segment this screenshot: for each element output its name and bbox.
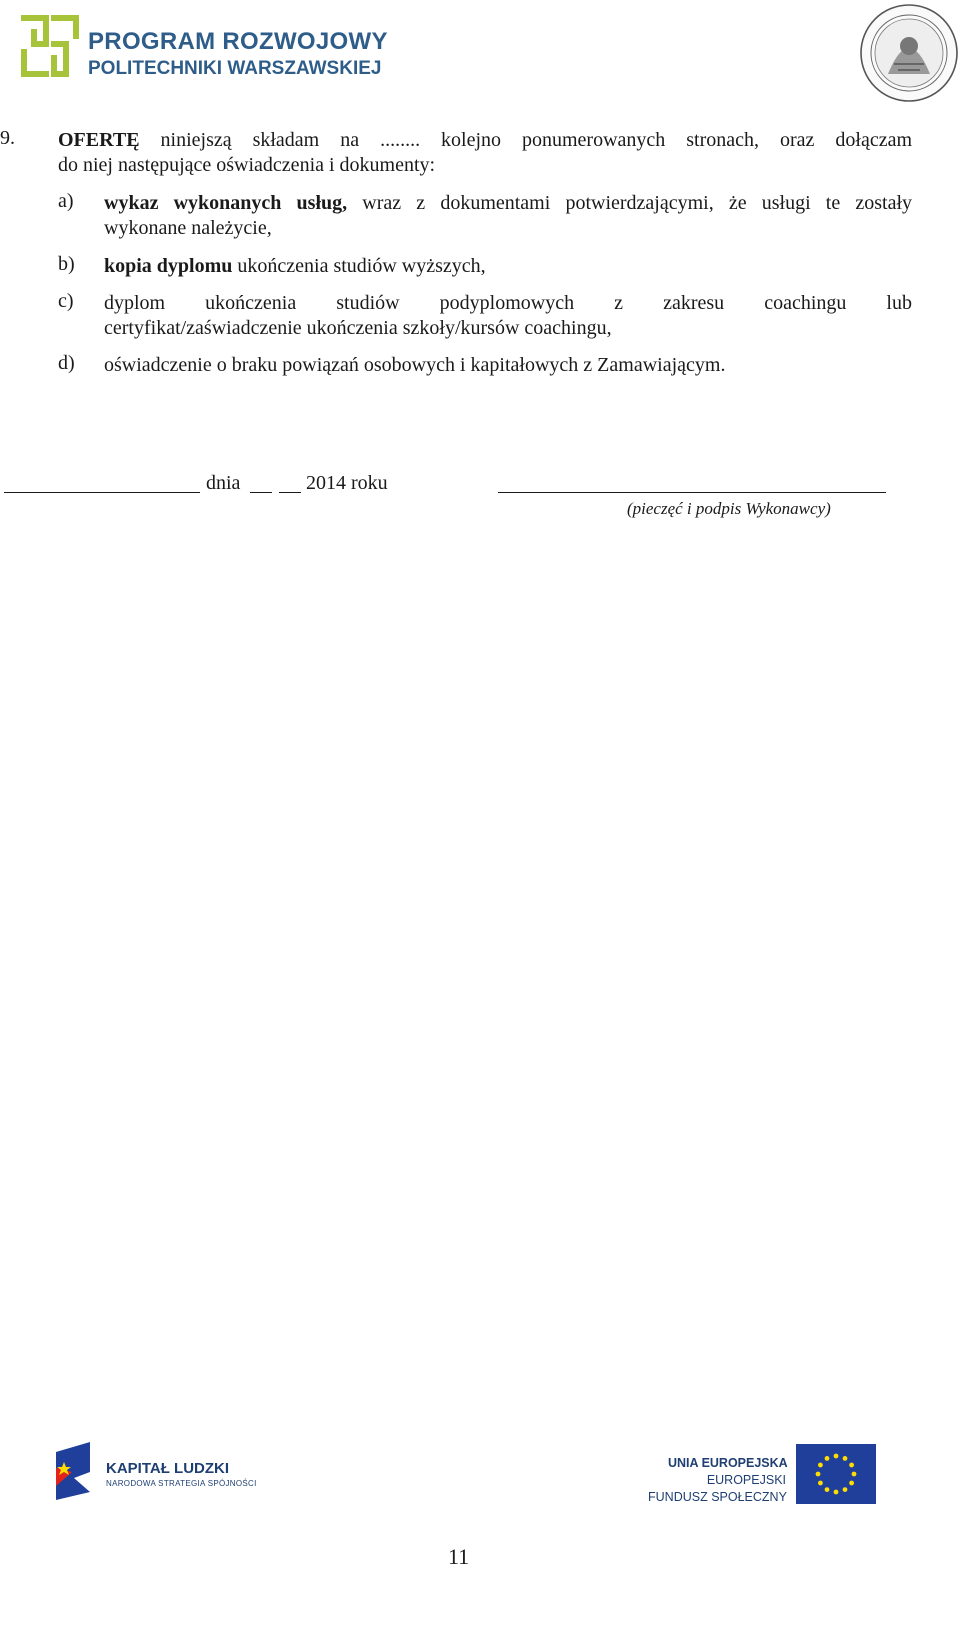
eu-line2: EUROPEJSKI (706, 1473, 786, 1487)
eu-line3: FUNDUSZ SPOŁECZNY (648, 1490, 787, 1504)
list-item-b-text: ukończenia studiów wyższych, (237, 255, 486, 277)
kapital-ludzki-title: KAPITAŁ LUDZKI (106, 1460, 230, 1477)
eu-flag-icon (796, 1444, 876, 1504)
kapital-ludzki-emblem-icon (52, 1442, 92, 1500)
date-place-blank (4, 492, 200, 493)
signature-caption: (pieczęć i podpis Wykonawcy) (627, 499, 831, 518)
day-blank (250, 492, 272, 493)
list-marker-c: c) (58, 290, 74, 312)
list-item-a-text: wraz z dokumentami potwierdzającymi, że usługi te zostały (362, 192, 913, 214)
university-seal-icon (858, 2, 960, 104)
eu-flag (796, 1444, 876, 1504)
program-rozwojowy-logo (20, 14, 388, 84)
university-seal (858, 2, 960, 104)
month-blank (279, 492, 301, 493)
list-marker-a: a) (58, 190, 74, 212)
list-item-a-line1 (104, 190, 912, 216)
list-marker-d: d) (58, 352, 75, 374)
section-intro-line2: do niej następujące oświadczenia i dokumenty: (58, 154, 436, 176)
list-item-d: oświadczenie o braku powiązań osobowych i kapitałowych z Zamawiającym. (104, 354, 726, 376)
list-item-a-bold: wykaz wykonanych usług, (104, 192, 348, 214)
section-number: 9. (0, 127, 15, 149)
kapital-ludzki-subtitle: NARODOWA STRATEGIA SPÓJNOŚCI (106, 1479, 257, 1488)
list-marker-b: b) (58, 253, 75, 275)
kapital-ludzki-logo (52, 1442, 257, 1502)
section-intro-line1 (58, 127, 912, 153)
eu-line1: UNIA EUROPEJSKA (668, 1456, 788, 1470)
program-rozwojowy-emblem-icon (20, 14, 80, 78)
list-item-b-bold: kopia dyplomu (104, 255, 233, 277)
section-intro-text: niniejszą składam na ........ kolejno ponumerowanych stronach, oraz dołączam (160, 129, 913, 151)
list-item-b (104, 253, 912, 279)
dnia-label: dnia (206, 472, 241, 494)
list-item-a-line2: wykonane należycie, (104, 217, 272, 239)
program-title-line1: PROGRAM ROZWOJOWY (88, 28, 388, 55)
list-item-c-line1: dyplom ukończenia studiów podyplomowych z zakresu coachingu lub (104, 292, 912, 314)
year-label: 2014 roku (306, 472, 388, 494)
page-number: 11 (448, 1544, 470, 1569)
section-heading: OFERTĘ (58, 129, 140, 151)
program-title-line2: POLITECHNIKI WARSZAWSKIEJ (88, 58, 382, 79)
list-item-c-line2: certyfikat/zaświadczenie ukończenia szkoły/kursów coachingu, (104, 317, 612, 339)
signature-blank (498, 492, 886, 493)
